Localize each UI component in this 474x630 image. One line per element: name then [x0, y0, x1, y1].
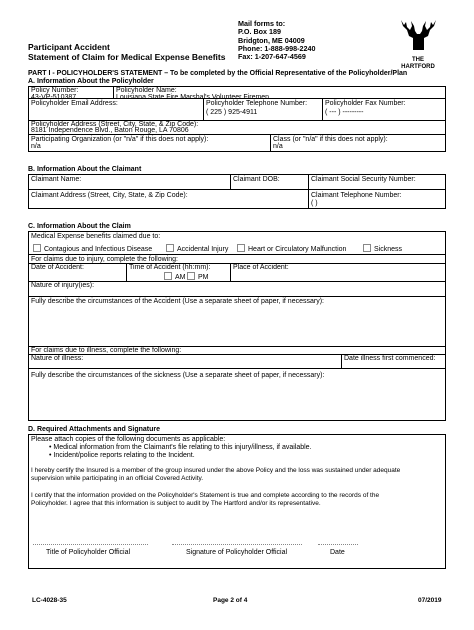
describe-sickness-field[interactable] [30, 380, 444, 418]
am-label: AM [175, 274, 186, 281]
claimant-name-label: Claimant Name: [31, 176, 82, 183]
checkbox-icon[interactable] [33, 244, 41, 252]
signature-line[interactable] [172, 544, 302, 545]
attach-bullet-1: • Medical information from the Claimant's file relating to this injury/illness, if available. [49, 444, 312, 451]
sig-date-label: Date [330, 549, 345, 556]
title-signature-line[interactable] [33, 544, 148, 545]
page-number: Page 2 of 4 [213, 597, 248, 604]
option-label: Accidental Injury [177, 246, 229, 253]
policy-number-field[interactable]: 43-VP-510387 [31, 94, 77, 101]
illness-header: For claims due to illness, complete the following: [31, 347, 182, 354]
bullet-text: Medical information from the Claimant's file relating to this injury/illness, if available. [53, 444, 312, 451]
describe-accident-label: Fully describe the circumstances of the Accident (Use a separate sheet of paper, if necessary): [31, 298, 324, 305]
option-label: Heart or Circulatory Malfunction [248, 246, 347, 253]
section-c-title: C. Information About the Claim [28, 223, 131, 230]
checkbox-icon[interactable] [164, 272, 172, 280]
option-accidental-injury[interactable] [166, 244, 228, 254]
mail-line: Mail forms to: [238, 19, 286, 28]
certify-1-line-1: I hereby certify the Insured is a member of the group insured under the above Policy and the loss was sustained under adequate [31, 467, 401, 474]
fax-label: Policyholder Fax Number: [325, 100, 406, 107]
option-contagious[interactable] [33, 244, 152, 254]
org-label: Participating Organization (or "n/a" if this does not apply): [31, 136, 209, 143]
attach-bullet-2: • Incident/police reports relating to the Incident. [49, 452, 195, 459]
policyholder-name-label: Policyholder Name: [116, 87, 177, 94]
claimant-address-label: Claimant Address (Street, City, State, & Zip Code): [31, 192, 188, 199]
date-illness-label: Date illness first commenced: [344, 355, 436, 362]
mail-line: Phone: 1-888-998-2240 [238, 43, 316, 53]
form-title-line2: Statement of Claim for Medical Expense Benefits [28, 52, 226, 62]
claimant-ssn-label: Claimant Social Security Number: [311, 176, 416, 183]
section-d-title: D. Required Attachments and Signature [28, 426, 160, 433]
sig-signature-label: Signature of Policyholder Official [186, 549, 288, 556]
address-label: Policyholder Address (Street, City, State, & Zip Code): [31, 121, 199, 128]
time-of-accident-label: Time of Accident (hh:mm): [129, 264, 211, 271]
email-field[interactable] [30, 108, 200, 118]
hartford-logo [393, 16, 443, 70]
logo-text-the: THE [412, 57, 424, 63]
section-a-title: A. Information About the Policyholder [28, 78, 154, 85]
certify-2-line-2: Policyholder. I agree that this information is subject to audit by The Hartford and/or its representative. [31, 500, 321, 507]
part1-title: PART I - POLICYHOLDER'S STATEMENT – To be completed by the Official Representative of the Policyholder/Plan [28, 70, 408, 77]
describe-accident-field[interactable] [30, 306, 444, 344]
policy-number-label: Policy Number: [31, 87, 79, 94]
fax-field[interactable]: ( --- ) --------- [325, 109, 364, 116]
org-field[interactable]: n/a [31, 143, 41, 150]
checkbox-icon[interactable] [363, 244, 371, 252]
form-title-line1: Participant Accident [28, 42, 110, 52]
section-b-title: B. Information About the Claimant [28, 166, 142, 173]
claimant-phone-label: Claimant Telephone Number: [311, 192, 402, 199]
mail-line: P.O. Box 189 [238, 27, 282, 37]
checkbox-icon[interactable] [187, 272, 195, 280]
option-label: Sickness [374, 246, 403, 253]
form-date: 07/2019 [418, 597, 442, 604]
checkbox-icon[interactable] [237, 244, 245, 252]
policyholder-name-field[interactable]: Louisiana State Fire Marshal's Volunteer Firemen [116, 94, 270, 101]
mail-line: Bridgton, ME 04009 [238, 35, 305, 45]
phone-field[interactable]: ( 225 ) 925-4911 [206, 109, 258, 116]
option-sickness[interactable] [363, 244, 402, 254]
claimant-phone-field[interactable]: ( ) [311, 200, 318, 207]
email-label: Policyholder Email Address: [31, 100, 118, 107]
logo-text-hartford: HARTFORD [401, 63, 435, 70]
address-field[interactable]: 8181 Independence Blvd., Baton Rouge, LA 70806 [31, 127, 189, 134]
phone-label: Policyholder Telephone Number: [206, 100, 308, 107]
form-id: LC-4028-35 [32, 597, 67, 604]
class-label: Class (or "n/a" if this does not apply): [273, 136, 388, 143]
date-signature-line[interactable] [318, 544, 358, 545]
pm-label: PM [198, 274, 209, 281]
date-of-accident-label: Date of Accident: [31, 264, 84, 271]
certify-2-line-1: I certify that the information provided on the Policyholder's Statement is true and complete according to the records of the [31, 492, 380, 499]
attach-intro: Please attach copies of the following documents as applicable: [31, 436, 226, 443]
mail-to-block [238, 20, 316, 61]
nature-of-injury-label: Nature of injury(ies): [31, 282, 95, 289]
option-heart[interactable] [237, 244, 346, 254]
place-of-accident-label: Place of Accident: [233, 264, 289, 271]
sig-title-label: Title of Policyholder Official [46, 549, 131, 556]
claimant-dob-label: Claimant DOB: [233, 176, 280, 183]
checkbox-icon[interactable] [166, 244, 174, 252]
mail-line: Fax: 1-207-647-4569 [238, 52, 306, 62]
describe-sickness-label: Fully describe the circumstances of the sickness (Use a separate sheet of paper, if necessary): [31, 372, 325, 379]
injury-header: For claims due to injury, complete the following: [31, 256, 178, 263]
nature-of-illness-label: Nature of illness: [31, 355, 84, 362]
stag-icon [393, 16, 443, 52]
option-label: Contagious and Infectious Disease [44, 246, 153, 253]
bullet-text: Incident/police reports relating to the Incident. [53, 452, 195, 459]
certify-1-line-2: supervision while participating in an official Covered Activity. [31, 475, 204, 482]
class-field[interactable]: n/a [273, 143, 283, 150]
benefits-label: Medical Expense benefits claimed due to: [31, 233, 161, 240]
